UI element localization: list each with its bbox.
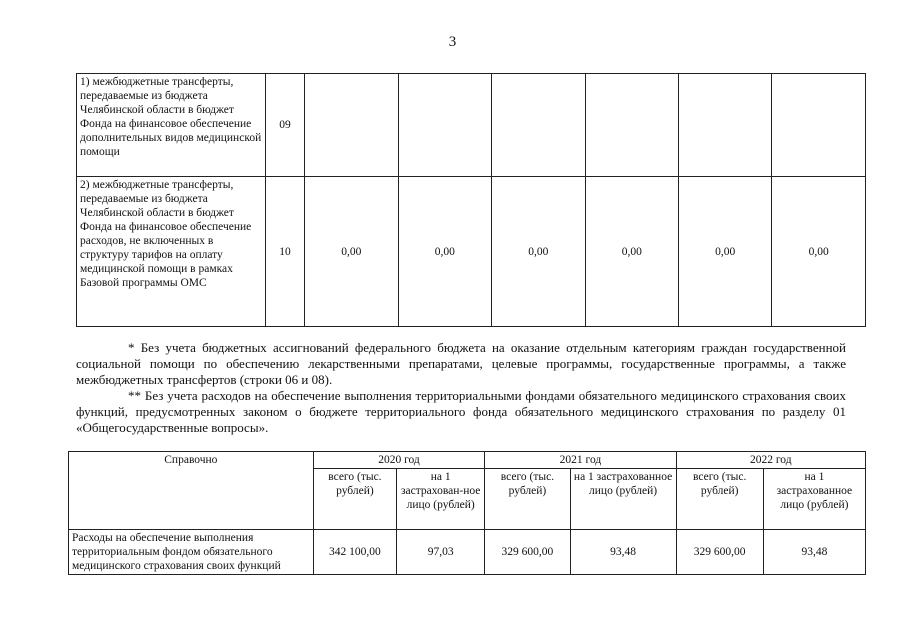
footnotes (76, 340, 846, 436)
reference-table (68, 451, 866, 575)
cell-value (585, 74, 678, 177)
footnote-2: ** Без учета расходов на обеспечение выполнения территориальными фондами обязательного медицинского страхования своих функций, предусмотренных законом о бюджете территориального фонда обязательного медицинского страхования по разделу 01 «Общегосударственные вопросы». (76, 388, 846, 435)
year-header: 2020 год (313, 452, 485, 469)
cell-value: 0,00 (305, 177, 398, 327)
subheader: всего (тыс. рублей) (485, 469, 570, 530)
cell-value (305, 74, 398, 177)
header-row (69, 452, 866, 469)
cell-value: 97,03 (397, 530, 485, 575)
cell-value: 0,00 (398, 177, 491, 327)
table-row (77, 74, 866, 177)
cell-value: 0,00 (585, 177, 678, 327)
year-header: 2021 год (485, 452, 676, 469)
cell-value: 329 600,00 (676, 530, 763, 575)
row-code: 10 (266, 177, 305, 327)
subheader: на 1 застрахованное лицо (рублей) (763, 469, 865, 530)
cell-value (398, 74, 491, 177)
row-description: 2) межбюджетные трансферты, передаваемые из бюджета Челябинской области в бюджет Фонда на финансовое обеспечение расходов, не включенных в структуру тарифов на оплату медицинской помощи в рамках Базовой программы ОМС (77, 177, 266, 327)
cell-value: 93,48 (570, 530, 676, 575)
subheader: на 1 застрахован-ное лицо (рублей) (397, 469, 485, 530)
subheader: на 1 застрахованное лицо (рублей) (570, 469, 676, 530)
reference-label: Справочно (69, 452, 314, 530)
cell-value: 0,00 (679, 177, 772, 327)
subheader: всего (тыс. рублей) (676, 469, 763, 530)
table-row (69, 530, 866, 575)
row-description: 1) межбюджетные трансферты, передаваемые из бюджета Челябинской области в бюджет Фонда на финансовое обеспечение дополнительных видов медицинской помощи (77, 74, 266, 177)
table-row (77, 177, 866, 327)
row-label: Расходы на обеспечение выполнения территориальным фондом обязательного медицинского страхования своих функций (69, 530, 314, 575)
year-header: 2022 год (676, 452, 865, 469)
cell-value (679, 74, 772, 177)
cell-value (492, 74, 585, 177)
cell-value: 0,00 (492, 177, 585, 327)
row-code: 09 (266, 74, 305, 177)
cell-value: 93,48 (763, 530, 865, 575)
cell-value: 329 600,00 (485, 530, 570, 575)
page-number: 3 (448, 34, 457, 50)
subheader: всего (тыс. рублей) (313, 469, 396, 530)
cell-value: 0,00 (772, 177, 866, 327)
budget-table (76, 73, 866, 327)
cell-value: 342 100,00 (313, 530, 396, 575)
footnote-1: * Без учета бюджетных ассигнований федерального бюджета на оказание отдельным категориям граждан государственной социальной помощи по обеспечению лекарственными препаратами, целевые программы, государственные программы, а также межбюджетных трансфертов (строки 06 и 08). (76, 340, 846, 387)
cell-value (772, 74, 866, 177)
